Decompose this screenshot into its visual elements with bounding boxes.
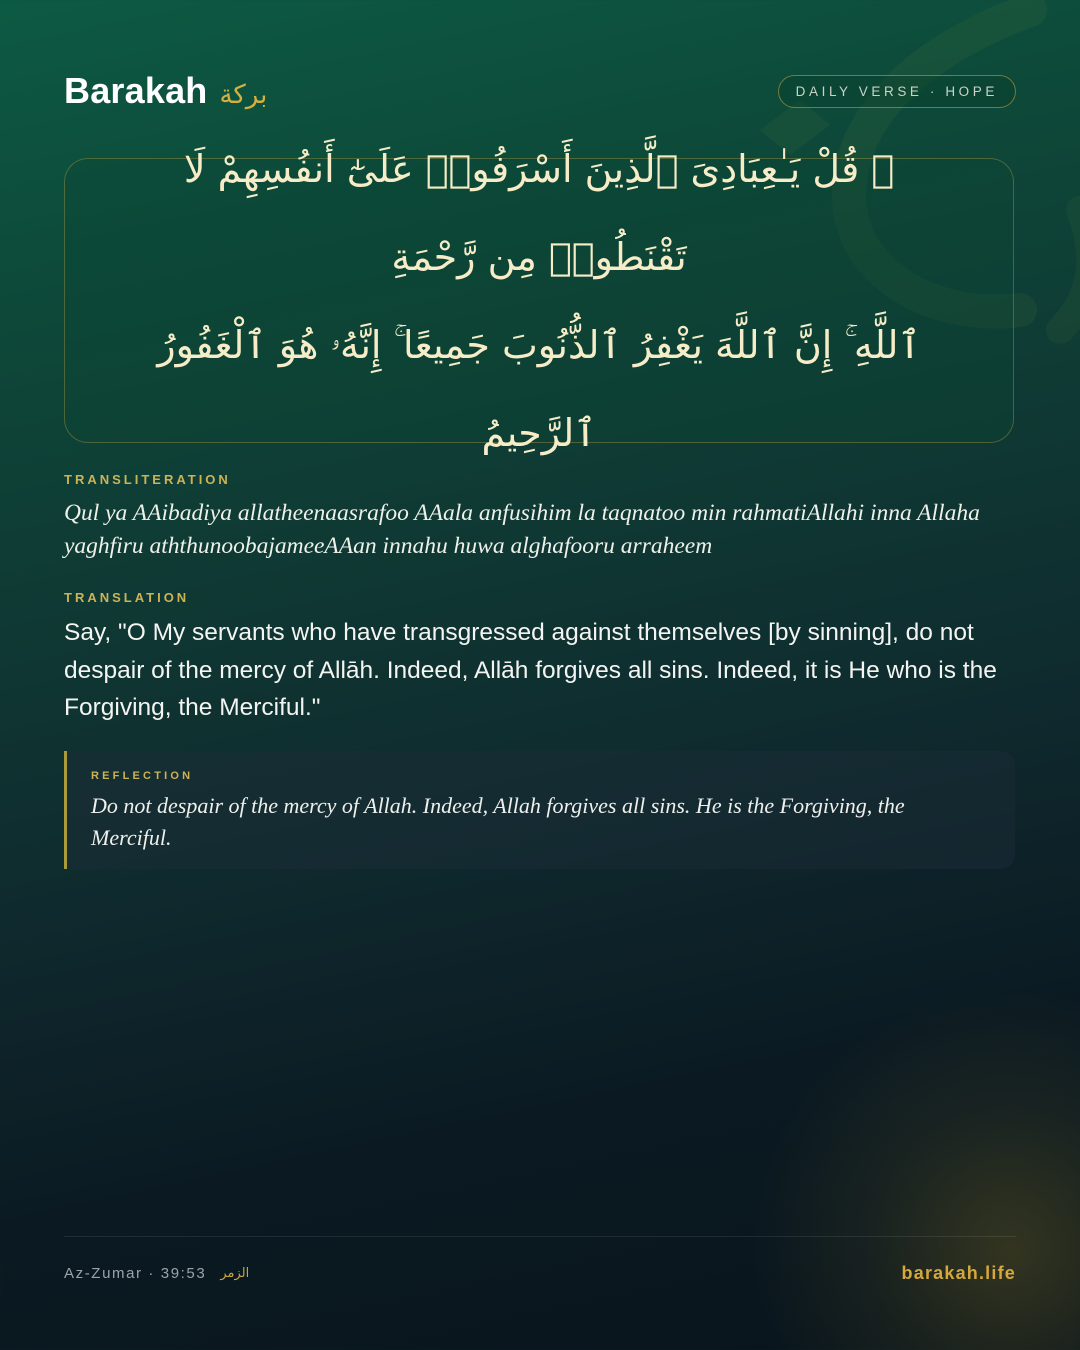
arabic-verse-line-1: ۞ قُلْ يَـٰعِبَادِىَ ٱلَّذِينَ أَسْرَفُوا۟ عَلَىٰٓ أَنفُسِهِمْ لَا تَقْنَطُوا۟ مِن رَّحْمَةِ (183, 146, 895, 279)
arabic-verse-card (64, 146, 1014, 455)
transliteration-text: Qul ya AAibadiya allatheenaasrafoo AAala anfusihim la taqnatoo min rahmatiAllahi inna Allaha yaghfiru aththunoobajameeAAan innahu huwa alghafooru arraheem (64, 500, 980, 559)
reflection-label: REFLECTION (91, 770, 194, 782)
brand (64, 70, 267, 112)
reflection-text: Do not despair of the mercy of Allah. Indeed, Allah forgives all sins. He is the Forgiving, the Merciful. (91, 793, 905, 850)
surah-arabic-name: الزمر (220, 1265, 250, 1281)
daily-verse-badge: DAILY VERSE · HOPE (778, 75, 1016, 108)
brand-arabic: بركة (219, 80, 268, 110)
transliteration-label: TRANSLITERATION (64, 472, 231, 487)
translation-label: TRANSLATION (64, 590, 190, 605)
arabic-verse-line-2: ٱللَّهِ ۚ إِنَّ ٱللَّهَ يَغْفِرُ ٱلذُّنُوبَ جَمِيعًا ۚ إِنَّهُۥ هُوَ ٱلْغَفُورُ ٱلرَّحِيمُ (157, 322, 921, 455)
reference-text: Az-Zumar · 39:53 (64, 1264, 207, 1282)
website-link[interactable]: barakah.life (901, 1262, 1016, 1283)
verse-reference (64, 1265, 249, 1282)
translation-text: Say, "O My servants who have transgressed against themselves [by sinning], do not despair of the mercy of Allāh. Indeed, Allāh forgives all sins. Indeed, it is He who is the Forgiving, the Merciful." (64, 619, 997, 721)
brand-name: Barakah (64, 70, 208, 111)
footer (64, 1258, 1016, 1288)
footer-divider (64, 1236, 1016, 1237)
reflection-box (64, 751, 1015, 869)
header (64, 66, 1016, 116)
